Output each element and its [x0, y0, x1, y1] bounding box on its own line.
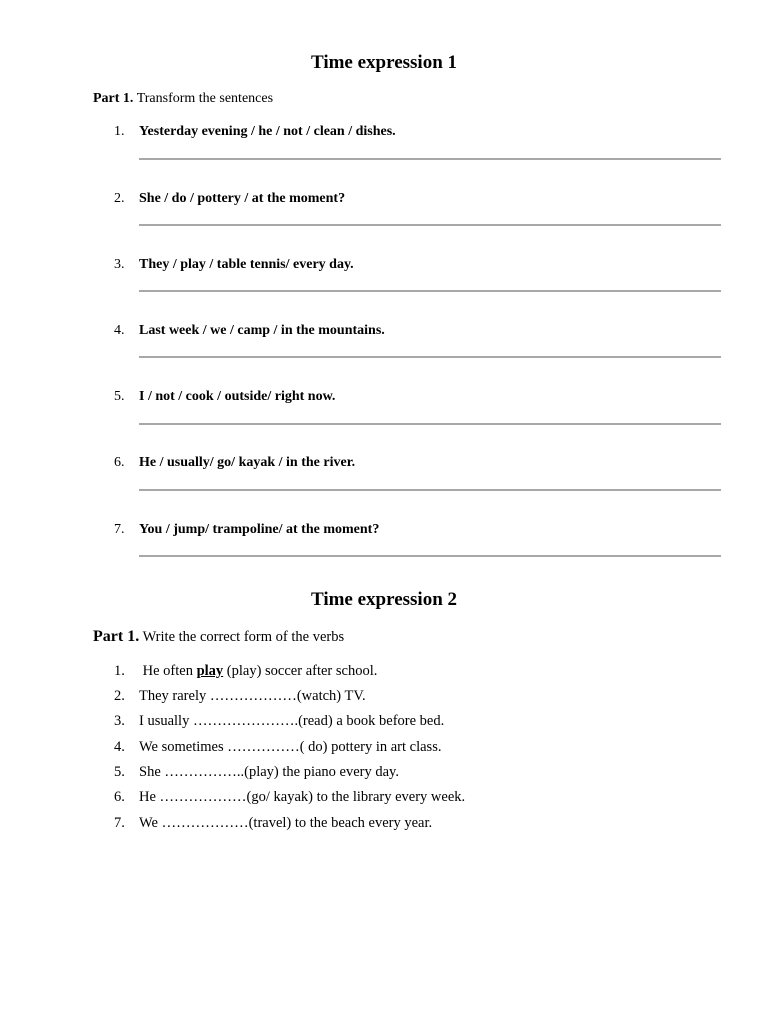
- item-text: We sometimes ……………( do) pottery in art class.: [139, 739, 442, 755]
- list-item: [114, 257, 354, 273]
- item-number: 4.: [114, 323, 125, 338]
- section2-instruction: [93, 628, 344, 646]
- item-number: 1.: [114, 663, 125, 679]
- item-number: 3.: [114, 713, 125, 729]
- item-text: We ………………(travel) to the beach every year.: [139, 815, 433, 831]
- section1-title: Time expression 1: [310, 52, 458, 73]
- section1-instruction-text: Transform the sentences: [136, 91, 274, 106]
- item-text-after: (play) soccer after school.: [223, 663, 378, 679]
- list-item: [114, 323, 385, 339]
- list-item: [114, 764, 399, 781]
- item-number: 7.: [114, 522, 125, 537]
- list-item: [114, 191, 345, 207]
- answer-line[interactable]: [139, 158, 721, 160]
- answer-line[interactable]: [139, 224, 721, 226]
- section2-part-label: Part 1.: [93, 628, 140, 645]
- list-item: [114, 455, 355, 471]
- item-prompt: You / jump/ trampoline/ at the moment?: [139, 522, 380, 537]
- item-number: 6.: [114, 455, 125, 470]
- item-number: 4.: [114, 739, 125, 755]
- section1-instruction: [93, 91, 273, 107]
- item-text: He ………………(go/ kayak) to the library every week.: [139, 789, 466, 805]
- item-number: 5.: [114, 764, 125, 780]
- list-item: [114, 124, 396, 140]
- item-number: 5.: [114, 389, 125, 404]
- list-item: [114, 739, 441, 756]
- item-text: She ……………..(play) the piano every day.: [139, 764, 399, 780]
- item-prompt: He / usually/ go/ kayak / in the river.: [139, 455, 356, 470]
- list-item: [114, 522, 379, 538]
- item-number: 2.: [114, 688, 125, 704]
- list-item: [114, 688, 366, 705]
- item-number: 1.: [114, 124, 125, 139]
- section1-part-label: Part 1.: [93, 91, 134, 106]
- list-item: [114, 815, 432, 832]
- item-number: 7.: [114, 815, 125, 831]
- item-number: 2.: [114, 191, 125, 206]
- item-prompt: I / not / cook / outside/ right now.: [139, 389, 336, 404]
- section2-title: Time expression 2: [310, 589, 458, 610]
- item-prompt: Yesterday evening / he / not / clean / dishes.: [139, 124, 396, 139]
- list-item: [114, 663, 377, 680]
- item-text-before: He often: [139, 663, 197, 679]
- answer-line[interactable]: [139, 555, 721, 557]
- item-text: They rarely ………………(watch) TV.: [139, 688, 366, 704]
- example-answer: play: [196, 663, 224, 679]
- item-prompt: She / do / pottery / at the moment?: [139, 191, 346, 206]
- item-number: 6.: [114, 789, 125, 805]
- answer-line[interactable]: [139, 423, 721, 425]
- list-item: [114, 713, 444, 730]
- answer-line[interactable]: [139, 290, 721, 292]
- section2-instruction-text: Write the correct form of the verbs: [142, 629, 345, 645]
- answer-line[interactable]: [139, 489, 721, 491]
- answer-line[interactable]: [139, 356, 721, 358]
- list-item: [114, 789, 465, 806]
- item-prompt: Last week / we / camp / in the mountains.: [139, 323, 385, 338]
- item-number: 3.: [114, 257, 125, 272]
- item-prompt: They / play / table tennis/ every day.: [139, 257, 354, 272]
- list-item: [114, 389, 335, 405]
- item-text: I usually ………………….(read) a book before bed.: [139, 713, 445, 729]
